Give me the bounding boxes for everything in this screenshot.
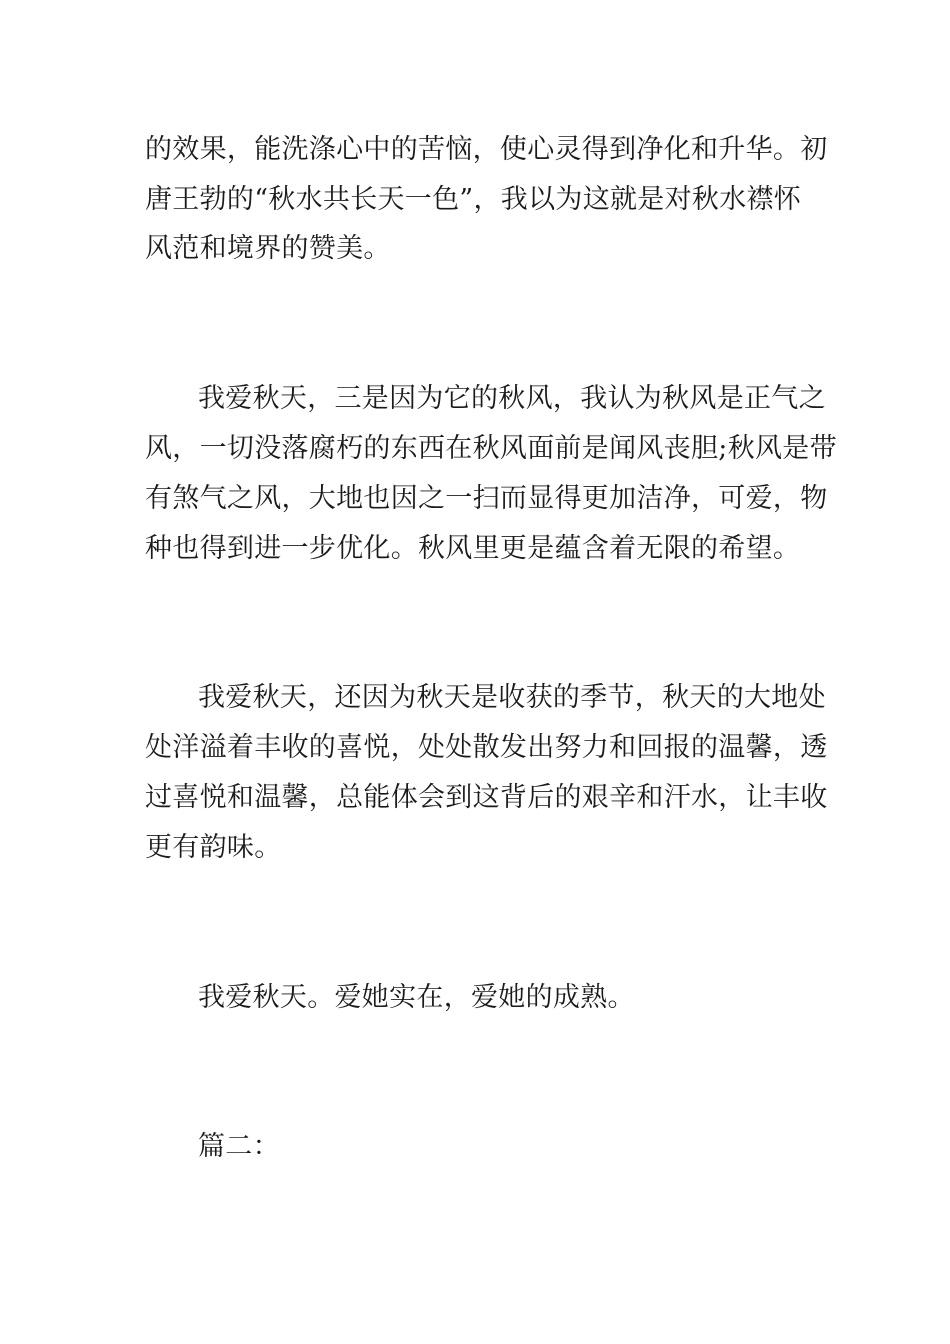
paragraph-line: 我爱秋天，还因为秋天是收获的季节，秋天的大地处 (198, 682, 826, 713)
paragraph-line: 的效果，能洗涤心中的苦恼，使心灵得到净化和升华。初 (145, 134, 828, 165)
paragraph-line: 更有韵味。 (145, 832, 282, 863)
paragraph-line: 风，一切没落腐朽的东西在秋风面前是闻风丧胆;秋风是带 (145, 433, 837, 464)
paragraph-line: 我爱秋天，三是因为它的秋风，我认为秋风是正气之 (198, 383, 826, 414)
paragraph-line: 种也得到进一步优化。秋风里更是蕴含着无限的希望。 (145, 533, 801, 564)
paragraph-line: 风范和境界的赞美。 (145, 233, 391, 264)
section-heading: 篇二： (198, 1131, 280, 1162)
paragraph-line: 唐王勃的“秋水共长天一色”，我以为这就是对秋水襟怀 (145, 184, 802, 215)
paragraph-line: 我爱秋天。爱她实在，爱她的成熟。 (198, 982, 635, 1013)
paragraph-line: 有煞气之风，大地也因之一扫而显得更加洁净，可爱，物 (145, 483, 828, 514)
paragraph-line: 过喜悦和温馨，总能体会到这背后的艰辛和汗水，让丰收 (145, 782, 828, 813)
paragraph-line: 处洋溢着丰收的喜悦，处处散发出努力和回报的温馨，透 (145, 732, 828, 763)
